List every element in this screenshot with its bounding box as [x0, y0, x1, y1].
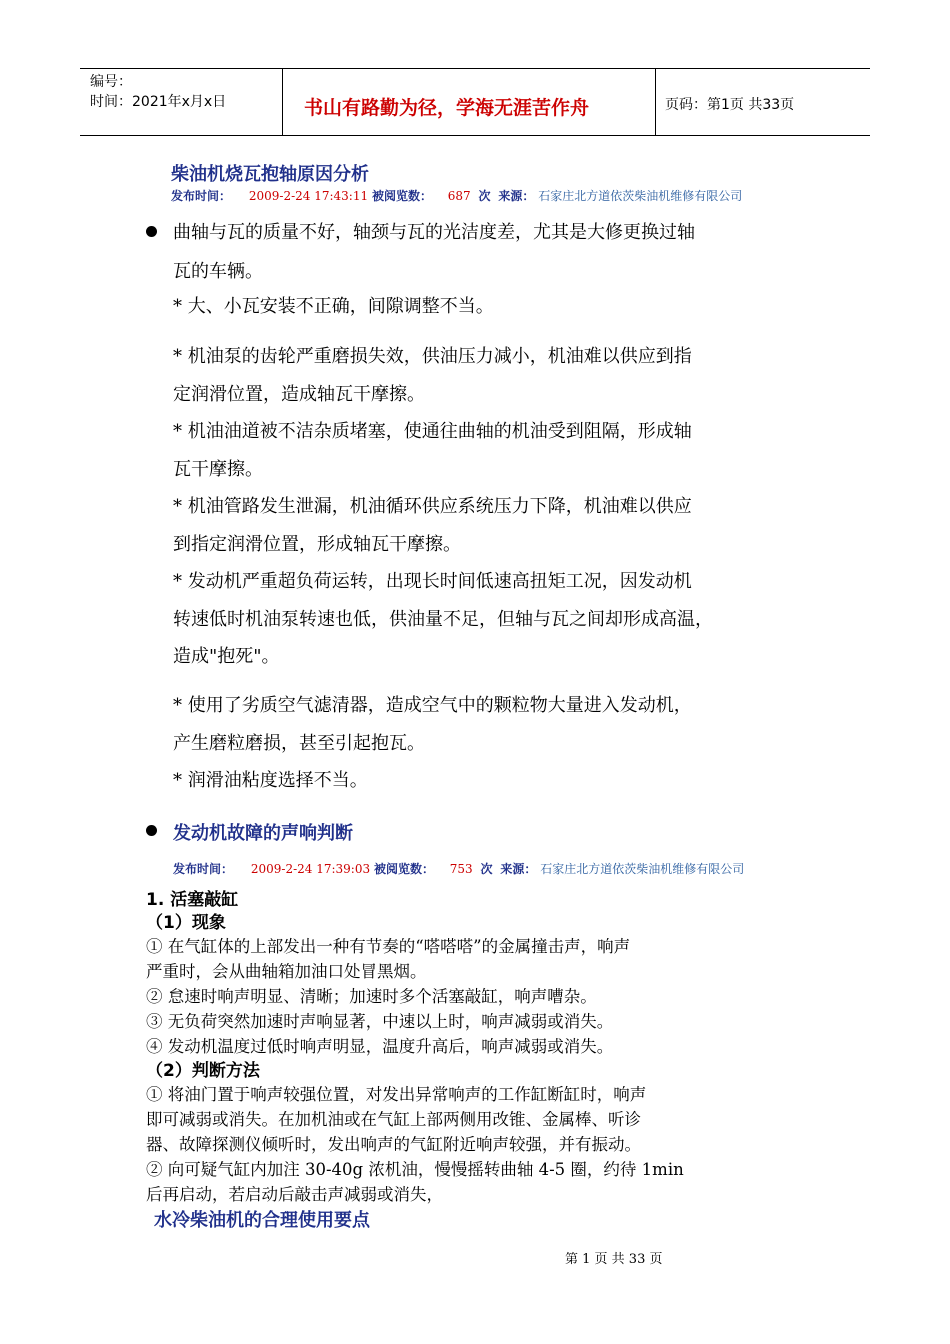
paragraph-line: * 发动机严重超负荷运转，出现长时间低速高扭矩工况，因发动机: [173, 571, 692, 592]
meta-views-label: 被阅览数：: [371, 189, 432, 203]
subsection-heading: （1）现象: [146, 913, 226, 933]
section-heading: 1. 活塞敲缸: [146, 890, 239, 910]
meta-time-label: 发布时间：: [173, 862, 234, 876]
bullet-icon: [146, 825, 157, 836]
paragraph-line: 瓦的车辆。: [173, 261, 263, 282]
paragraph-line: ② 向可疑气缸内加注 30-40g 浓机油，慢慢摇转曲轴 4-5 圈，约待 1min: [146, 1160, 684, 1179]
header-top-border: [80, 68, 870, 69]
page-footer: 第 1 页 共 33 页: [565, 1252, 663, 1267]
meta-views-label: 被阅览数：: [373, 862, 434, 876]
header-divider-left: [282, 68, 283, 136]
paragraph-line: ① 在气缸体的上部发出一种有节奏的“嗒嗒嗒”的金属撞击声，响声: [146, 937, 631, 956]
meta-views-unit: 次: [480, 862, 493, 876]
paragraph-line: 曲轴与瓦的质量不好，轴颈与瓦的光洁度差，尤其是大修更换过轴: [173, 222, 695, 243]
paragraph-line: ① 将油门置于响声较强位置，对发出异常响声的工作缸断缸时，响声: [146, 1085, 647, 1104]
meta-time-label: 发布时间：: [171, 189, 232, 203]
paragraph-line: * 机油油道被不洁杂质堵塞，使通往曲轴的机油受到阻隔，形成轴: [173, 421, 692, 442]
header-motto: 书山有路勤为径，学海无涯苦作舟: [304, 97, 590, 119]
subsection-heading: （2）判断方法: [146, 1061, 260, 1081]
header-divider-right: [655, 68, 656, 136]
meta-views: 753: [449, 862, 473, 876]
paragraph-line: 定润滑位置，造成轴瓦干摩擦。: [173, 384, 425, 405]
paragraph-line: ④ 发动机温度过低时响声明显，温度升高后，响声减弱或消失。: [146, 1037, 614, 1056]
paragraph-line: * 使用了劣质空气滤清器，造成空气中的颗粒物大量进入发动机，: [173, 695, 692, 716]
meta-views-unit: 次: [478, 189, 491, 203]
meta-source: 石家庄北方道依茨柴油机维修有限公司: [538, 189, 743, 203]
article-title: 水冷柴油机的合理使用要点: [154, 1210, 370, 1231]
document-date: 时间：2021年x月x日: [90, 94, 227, 110]
paragraph-line: * 润滑油粘度选择不当。: [173, 770, 368, 791]
paragraph-line: 转速低时机油泵转速也低，供油量不足，但轴与瓦之间却形成高温，: [173, 609, 713, 630]
meta-views: 687: [447, 189, 471, 203]
paragraph-line: * 机油管路发生泄漏，机油循环供应系统压力下降，机油难以供应: [173, 496, 692, 517]
paragraph-line: ② 怠速时响声明显、清晰；加速时多个活塞敲缸，响声嘈杂。: [146, 987, 597, 1006]
article-meta: [173, 860, 744, 877]
article-meta: [171, 187, 742, 204]
page-indicator: 页码：第1页 共33页: [665, 97, 795, 113]
paragraph-line: 严重时，会从曲轴箱加油口处冒黑烟。: [146, 962, 427, 981]
paragraph-line: ③ 无负荷突然加速时声响显著，中速以上时，响声减弱或消失。: [146, 1012, 614, 1031]
paragraph-line: 造成"抱死"。: [173, 646, 280, 667]
meta-source: 石家庄北方道依茨柴油机维修有限公司: [540, 862, 745, 876]
paragraph-line: * 机油泵的齿轮严重磨损失效，供油压力减小，机油难以供应到指: [173, 346, 692, 367]
paragraph-line: * 大、小瓦安装不正确，间隙调整不当。: [173, 296, 494, 317]
article-title: 发动机故障的声响判断: [173, 823, 353, 844]
article-title: 柴油机烧瓦抱轴原因分析: [171, 164, 369, 185]
paragraph-line: 器、故障探测仪倾听时，发出响声的气缸附近响声较强，并有振动。: [146, 1135, 641, 1154]
bullet-icon: [146, 226, 157, 237]
meta-source-label: 来源：: [498, 189, 535, 203]
paragraph-line: 产生磨粒磨损，甚至引起抱瓦。: [173, 733, 425, 754]
meta-source-label: 来源：: [500, 862, 537, 876]
meta-time: 2009-2-24 17:43:11: [248, 189, 369, 203]
paragraph-line: 瓦干摩擦。: [173, 459, 263, 480]
paragraph-line: 即可减弱或消失。在加机油或在气缸上部两侧用改锥、金属棒、听诊: [146, 1110, 641, 1129]
document-number-label: 编号：: [90, 74, 132, 90]
paragraph-line: 到指定润滑位置，形成轴瓦干摩擦。: [173, 534, 461, 555]
header-bottom-border: [80, 135, 870, 136]
paragraph-line: 后再启动，若启动后敲击声减弱或消失，: [146, 1185, 443, 1204]
meta-time: 2009-2-24 17:39:03: [250, 862, 371, 876]
